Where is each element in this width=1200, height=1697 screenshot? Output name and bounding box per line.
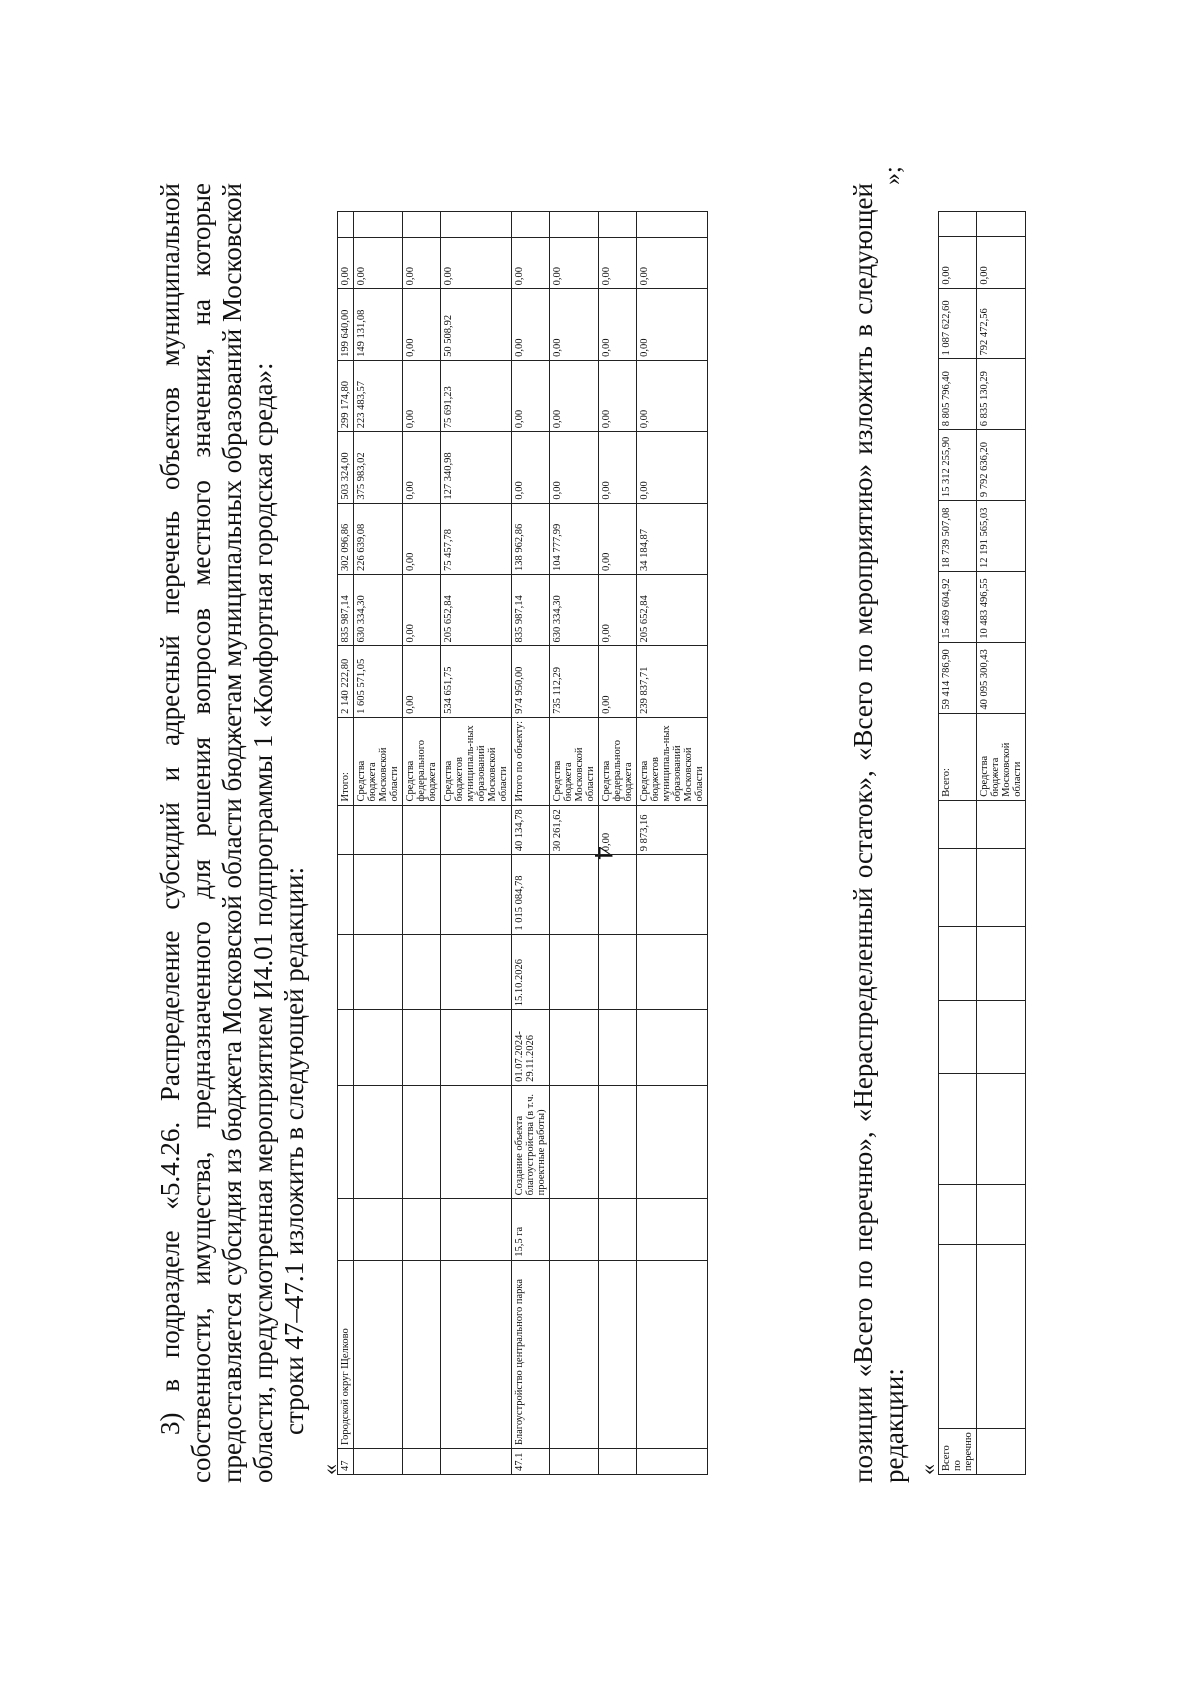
table-cell: 9 873,16 xyxy=(637,805,708,855)
table-cell xyxy=(338,855,354,934)
page-number: 4 xyxy=(589,846,618,860)
table-cell xyxy=(550,1199,599,1260)
paragraph-sub: строки 47–47.1 изложить в следующей редакции: xyxy=(279,866,309,1435)
table-cell xyxy=(939,1185,977,1245)
table-cell: 0,00 xyxy=(599,289,637,360)
table-cell: 01.07.2024-29.11.2026 xyxy=(512,1010,550,1086)
table-cell: 1 605 571,05 xyxy=(354,646,403,717)
table-cell xyxy=(354,934,403,1010)
table-cell xyxy=(599,1449,637,1475)
table-cell: 0,00 xyxy=(403,503,441,574)
table-cell xyxy=(403,934,441,1010)
table-cell: 0,00 xyxy=(550,237,599,289)
table-cell xyxy=(354,1260,403,1448)
paragraph-main: 3) в подразделе «5.4.26. Распределение субсидий и адресный перечень объектов муниципальной собственности, имущества, предназначенного для решения вопросов местного значения, на которые предоставляется субсидия из бюджета Московской области бюджетам муниципальных образований Московской области, предусмотренная мероприятием И4.01 подпрограммы 1 «Комфортная городская среда»: xyxy=(155,183,278,1483)
table-cell: 104 777,99 xyxy=(550,503,599,574)
table-cell xyxy=(441,1260,512,1448)
table-cell: 15,5 га xyxy=(512,1199,550,1260)
table-cell xyxy=(939,849,977,927)
totals-row xyxy=(939,212,977,1475)
table-cell: 0,00 xyxy=(637,289,708,360)
table-cell: 0,00 xyxy=(599,503,637,574)
table-cell: 630 334,30 xyxy=(550,575,599,646)
table-cell xyxy=(354,1449,403,1475)
table-cell xyxy=(441,1199,512,1260)
table-cell: 0,00 xyxy=(637,237,708,289)
table-cell xyxy=(977,1074,1026,1185)
table-cell: 0,00 xyxy=(599,237,637,289)
table-cell: 0,00 xyxy=(512,237,550,289)
table-cell: 0,00 xyxy=(512,360,550,431)
table-cell xyxy=(550,1010,599,1086)
table-cell xyxy=(338,934,354,1010)
table-cell: Средства бюджета Московской области xyxy=(354,717,403,805)
table-cell xyxy=(977,849,1026,927)
table-cell: 10 483 496,55 xyxy=(977,571,1026,642)
table-cell xyxy=(939,212,977,237)
table-cell: 0,00 xyxy=(637,360,708,431)
table-cell: Итого по объекту: xyxy=(512,717,550,805)
table-cell: 205 652,84 xyxy=(441,575,512,646)
table-cell xyxy=(441,1010,512,1086)
table-cell xyxy=(637,1085,708,1198)
table-cell: Средства федерального бюджета xyxy=(599,717,637,805)
table-cell xyxy=(403,1085,441,1198)
table-cell: 0,00 xyxy=(550,360,599,431)
table-cell xyxy=(441,1449,512,1475)
table-cell: Всего: xyxy=(939,713,977,800)
intro-paragraph xyxy=(155,183,310,1483)
subsidy-table xyxy=(337,211,708,1475)
table-cell: 8 805 796,40 xyxy=(939,359,977,430)
table-cell: Благоустройство центрального парка xyxy=(512,1260,550,1448)
table-cell: 0,00 xyxy=(637,432,708,503)
table-cell xyxy=(403,1449,441,1475)
table-cell: 15.10.2026 xyxy=(512,934,550,1010)
table-cell: 50 508,92 xyxy=(441,289,512,360)
table-cell: 223 483,57 xyxy=(354,360,403,431)
table-cell: 9 792 636,20 xyxy=(977,430,1026,501)
table-cell: 205 652,84 xyxy=(637,575,708,646)
table-cell: 75 691,23 xyxy=(441,360,512,431)
table-cell xyxy=(403,212,441,238)
table-cell: 299 174,80 xyxy=(338,360,354,431)
table-cell: 0,00 xyxy=(512,432,550,503)
table-cell: 47.1 xyxy=(512,1449,550,1475)
table-cell xyxy=(977,1429,1026,1475)
table-cell: 0,00 xyxy=(403,360,441,431)
table-cell: 0,00 xyxy=(599,432,637,503)
table-cell xyxy=(441,805,512,855)
table-cell xyxy=(599,1199,637,1260)
table-cell: 0,00 xyxy=(599,646,637,717)
table-cell xyxy=(977,1185,1026,1245)
table-cell: 0,00 xyxy=(354,237,403,289)
table-cell xyxy=(637,212,708,238)
table-cell: 34 184,87 xyxy=(637,503,708,574)
table-cell xyxy=(550,212,599,238)
table-cell xyxy=(550,1085,599,1198)
table-cell: 835 987,14 xyxy=(512,575,550,646)
table-cell xyxy=(338,1199,354,1260)
table-cell xyxy=(637,1260,708,1448)
table-row xyxy=(403,212,441,1475)
table-row xyxy=(441,212,512,1475)
table-cell xyxy=(599,212,637,238)
table-cell: 630 334,30 xyxy=(354,575,403,646)
open-quote-1: « xyxy=(317,1464,342,1475)
table-cell: Создание объекта благоустройства (в т.ч. проектные работы) xyxy=(512,1085,550,1198)
table-cell xyxy=(977,800,1026,849)
table-cell: 0,00 xyxy=(550,289,599,360)
table-cell: Средства бюджетов муниципаль-ных образований Московской области xyxy=(637,717,708,805)
table-cell: 149 131,08 xyxy=(354,289,403,360)
table-cell: 0,00 xyxy=(403,646,441,717)
table-cell: 503 324,00 xyxy=(338,432,354,503)
table-cell: Средства бюджета Московской области xyxy=(977,713,1026,800)
table-cell: 0,00 xyxy=(403,237,441,289)
table-cell xyxy=(354,1199,403,1260)
table-cell: 534 651,75 xyxy=(441,646,512,717)
close-quote: »; xyxy=(880,166,906,185)
table-cell xyxy=(977,1000,1026,1074)
table-cell xyxy=(637,1199,708,1260)
table-cell xyxy=(550,1260,599,1448)
table-cell: 0,00 xyxy=(599,805,637,855)
table-row xyxy=(354,212,403,1475)
table-row xyxy=(599,212,637,1475)
table-cell: 0,00 xyxy=(599,575,637,646)
table-cell: 792 472,56 xyxy=(977,288,1026,359)
table-cell: Всего по перечню xyxy=(939,1429,977,1475)
table-cell: 0,00 xyxy=(403,432,441,503)
table-cell xyxy=(599,1260,637,1448)
table-cell xyxy=(441,1085,512,1198)
table-cell xyxy=(939,1000,977,1074)
table-cell xyxy=(939,926,977,1000)
table-cell: 226 639,08 xyxy=(354,503,403,574)
table-cell: 0,00 xyxy=(977,237,1026,288)
table-cell xyxy=(354,855,403,934)
table-cell: 0,00 xyxy=(403,575,441,646)
table-cell: 127 340,98 xyxy=(441,432,512,503)
table-cell xyxy=(338,1085,354,1198)
table-cell: 0,00 xyxy=(599,360,637,431)
table-row xyxy=(512,212,550,1475)
table-cell xyxy=(441,212,512,238)
paragraph-2: позиции «Всего по перечню», «Нераспределенный остаток», «Всего по мероприятию» изложить в следующей редакции: xyxy=(848,183,909,1483)
table-cell: 0,00 xyxy=(939,237,977,288)
table-cell: 974 950,00 xyxy=(512,646,550,717)
totals-table xyxy=(938,211,1026,1475)
table-cell: 0,00 xyxy=(338,237,354,289)
table-cell: Средства бюджетов муниципаль-ных образований Московской области xyxy=(441,717,512,805)
table-cell xyxy=(599,1010,637,1086)
table-cell xyxy=(977,1245,1026,1429)
table-cell: 2 140 222,80 xyxy=(338,646,354,717)
table-cell xyxy=(403,1199,441,1260)
table-cell: 18 739 507,08 xyxy=(939,501,977,572)
table-cell xyxy=(403,855,441,934)
table-cell xyxy=(550,855,599,934)
table-cell xyxy=(637,1010,708,1086)
table-cell: 239 837,71 xyxy=(637,646,708,717)
table-cell: 30 261,62 xyxy=(550,805,599,855)
table-cell: 59 414 786,90 xyxy=(939,642,977,713)
table-cell xyxy=(441,855,512,934)
table-cell xyxy=(338,805,354,855)
table-cell xyxy=(637,934,708,1010)
table-cell: 15 469 604,92 xyxy=(939,571,977,642)
table-cell xyxy=(512,212,550,238)
table-cell: Итого: xyxy=(338,717,354,805)
table-cell: 138 962,86 xyxy=(512,503,550,574)
table-cell xyxy=(354,805,403,855)
table-cell: 735 112,29 xyxy=(550,646,599,717)
table-cell: 199 640,00 xyxy=(338,289,354,360)
table-cell xyxy=(977,926,1026,1000)
table-cell: 75 457,78 xyxy=(441,503,512,574)
table-cell: 15 312 255,90 xyxy=(939,430,977,501)
table-cell xyxy=(977,212,1026,237)
table-cell: 0,00 xyxy=(441,237,512,289)
table-cell: 1 087 622,60 xyxy=(939,288,977,359)
table-cell xyxy=(338,1010,354,1086)
table-cell xyxy=(599,934,637,1010)
table-cell xyxy=(550,1449,599,1475)
table-cell xyxy=(441,934,512,1010)
table-cell xyxy=(939,1245,977,1429)
table-cell xyxy=(354,212,403,238)
table-cell xyxy=(637,1449,708,1475)
table-cell xyxy=(403,1010,441,1086)
table-cell: 1 015 084,78 xyxy=(512,855,550,934)
open-quote-2: « xyxy=(915,1464,940,1475)
table-cell: 375 983,02 xyxy=(354,432,403,503)
table-row xyxy=(637,212,708,1475)
table-cell: 302 096,86 xyxy=(338,503,354,574)
table-cell: 40 134,78 xyxy=(512,805,550,855)
table-cell xyxy=(338,212,354,238)
table-cell xyxy=(354,1010,403,1086)
table-cell: Средства федерального бюджета xyxy=(403,717,441,805)
table-cell: 0,00 xyxy=(403,289,441,360)
table-cell: 47 xyxy=(338,1449,354,1475)
table-cell xyxy=(637,855,708,934)
table-cell xyxy=(939,800,977,849)
table-row xyxy=(338,212,354,1475)
table-cell: 0,00 xyxy=(550,432,599,503)
table-row xyxy=(550,212,599,1475)
table-cell xyxy=(354,1085,403,1198)
table-cell xyxy=(599,855,637,934)
table-cell: 835 987,14 xyxy=(338,575,354,646)
table-cell: 0,00 xyxy=(512,289,550,360)
table-cell: Средства бюджета Московской области xyxy=(550,717,599,805)
table-cell xyxy=(550,934,599,1010)
table-cell: Городской округ Щелково xyxy=(338,1260,354,1448)
table-cell xyxy=(403,805,441,855)
table-cell xyxy=(403,1260,441,1448)
table-cell: 40 095 300,43 xyxy=(977,642,1026,713)
table-cell xyxy=(939,1074,977,1185)
table-cell: 6 835 130,29 xyxy=(977,359,1026,430)
table-cell xyxy=(599,1085,637,1198)
table-cell: 12 191 565,03 xyxy=(977,501,1026,572)
totals-row xyxy=(977,212,1026,1475)
